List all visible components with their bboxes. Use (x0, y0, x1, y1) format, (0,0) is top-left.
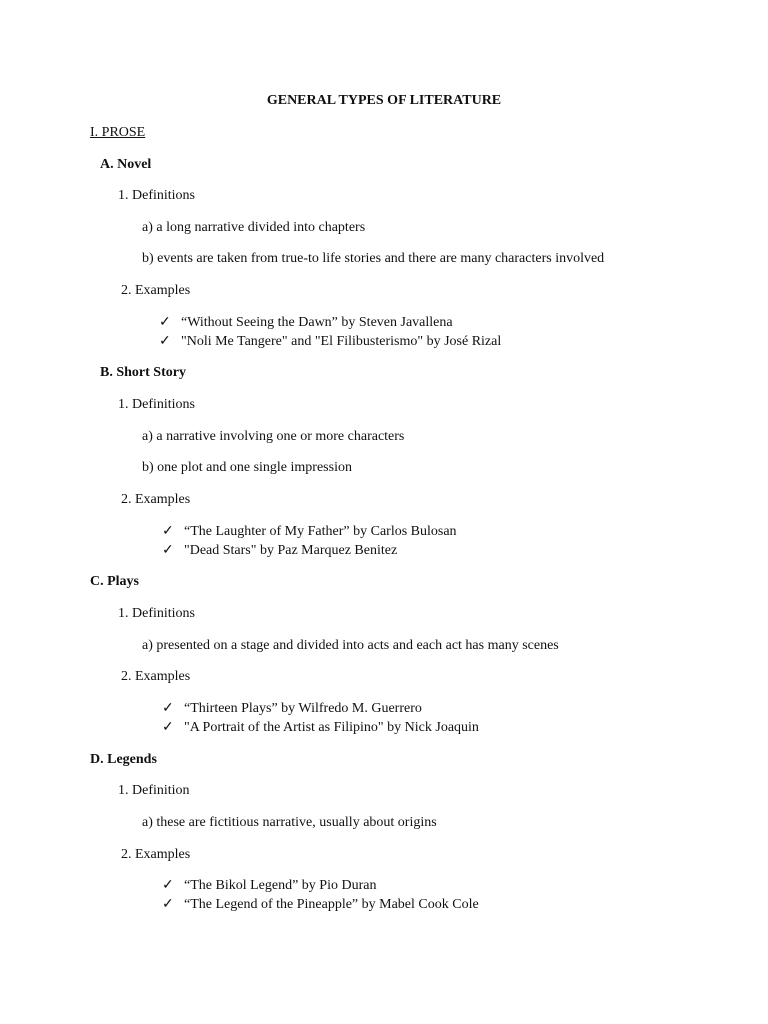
short-story-example-1: “The Laughter of My Father” by Carlos Bulosan (184, 524, 457, 539)
novel-example-1: “Without Seeing the Dawn” by Steven Javallena (181, 315, 453, 330)
list-item (162, 523, 457, 541)
novel-example-2: "Noli Me Tangere" and "El Filibusterismo" by José Rizal (181, 334, 502, 349)
checkmark-icon: ✓ (159, 315, 171, 330)
short-story-example-2: "Dead Stars" by Paz Marquez Benitez (184, 543, 398, 558)
plays-definition-a: a) presented on a stage and divided into acts and each act has many scenes (142, 638, 559, 653)
legends-definition-a: a) these are fictitious narrative, usually about origins (142, 815, 437, 830)
heading-plays: C. Plays (90, 574, 139, 589)
checkmark-icon: ✓ (162, 524, 174, 539)
list-item (162, 700, 422, 718)
heading-short-story: B. Short Story (100, 365, 186, 380)
legends-examples-label: 2. Examples (121, 847, 191, 862)
checkmark-icon: ✓ (162, 897, 174, 912)
novel-definitions-label: 1. Definitions (118, 188, 195, 203)
list-item (162, 896, 479, 914)
checkmark-icon: ✓ (162, 878, 174, 893)
novel-definition-a: a) a long narrative divided into chapters (142, 220, 366, 235)
short-story-examples-label: 2. Examples (121, 492, 191, 507)
plays-definitions-label: 1. Definitions (118, 606, 195, 621)
legends-definition-label: 1. Definition (118, 783, 190, 798)
list-item (162, 542, 397, 560)
checkmark-icon: ✓ (162, 543, 174, 558)
checkmark-icon: ✓ (159, 334, 171, 349)
legends-example-1: “The Bikol Legend” by Pio Duran (184, 878, 377, 893)
novel-examples-label: 2. Examples (121, 283, 191, 298)
checkmark-icon: ✓ (162, 720, 174, 735)
novel-definition-b: b) events are taken from true-to life stories and there are many characters involved (142, 251, 605, 266)
list-item (162, 719, 479, 737)
short-story-definition-b: b) one plot and one single impression (142, 460, 352, 475)
heading-legends: D. Legends (90, 752, 157, 767)
section-heading-prose: I. PROSE (90, 125, 146, 140)
short-story-definitions-label: 1. Definitions (118, 397, 195, 412)
plays-example-1: “Thirteen Plays” by Wilfredo M. Guerrero (184, 701, 422, 716)
list-item (162, 877, 376, 895)
page-title: GENERAL TYPES OF LITERATURE (266, 93, 502, 108)
plays-example-2: "A Portrait of the Artist as Filipino" by Nick Joaquin (184, 720, 479, 735)
checkmark-icon: ✓ (162, 701, 174, 716)
legends-example-2: “The Legend of the Pineapple” by Mabel Cook Cole (184, 897, 479, 912)
short-story-definition-a: a) a narrative involving one or more characters (142, 429, 405, 444)
list-item (159, 333, 501, 351)
plays-examples-label: 2. Examples (121, 669, 191, 684)
heading-novel: A. Novel (100, 157, 152, 172)
list-item (159, 314, 453, 332)
